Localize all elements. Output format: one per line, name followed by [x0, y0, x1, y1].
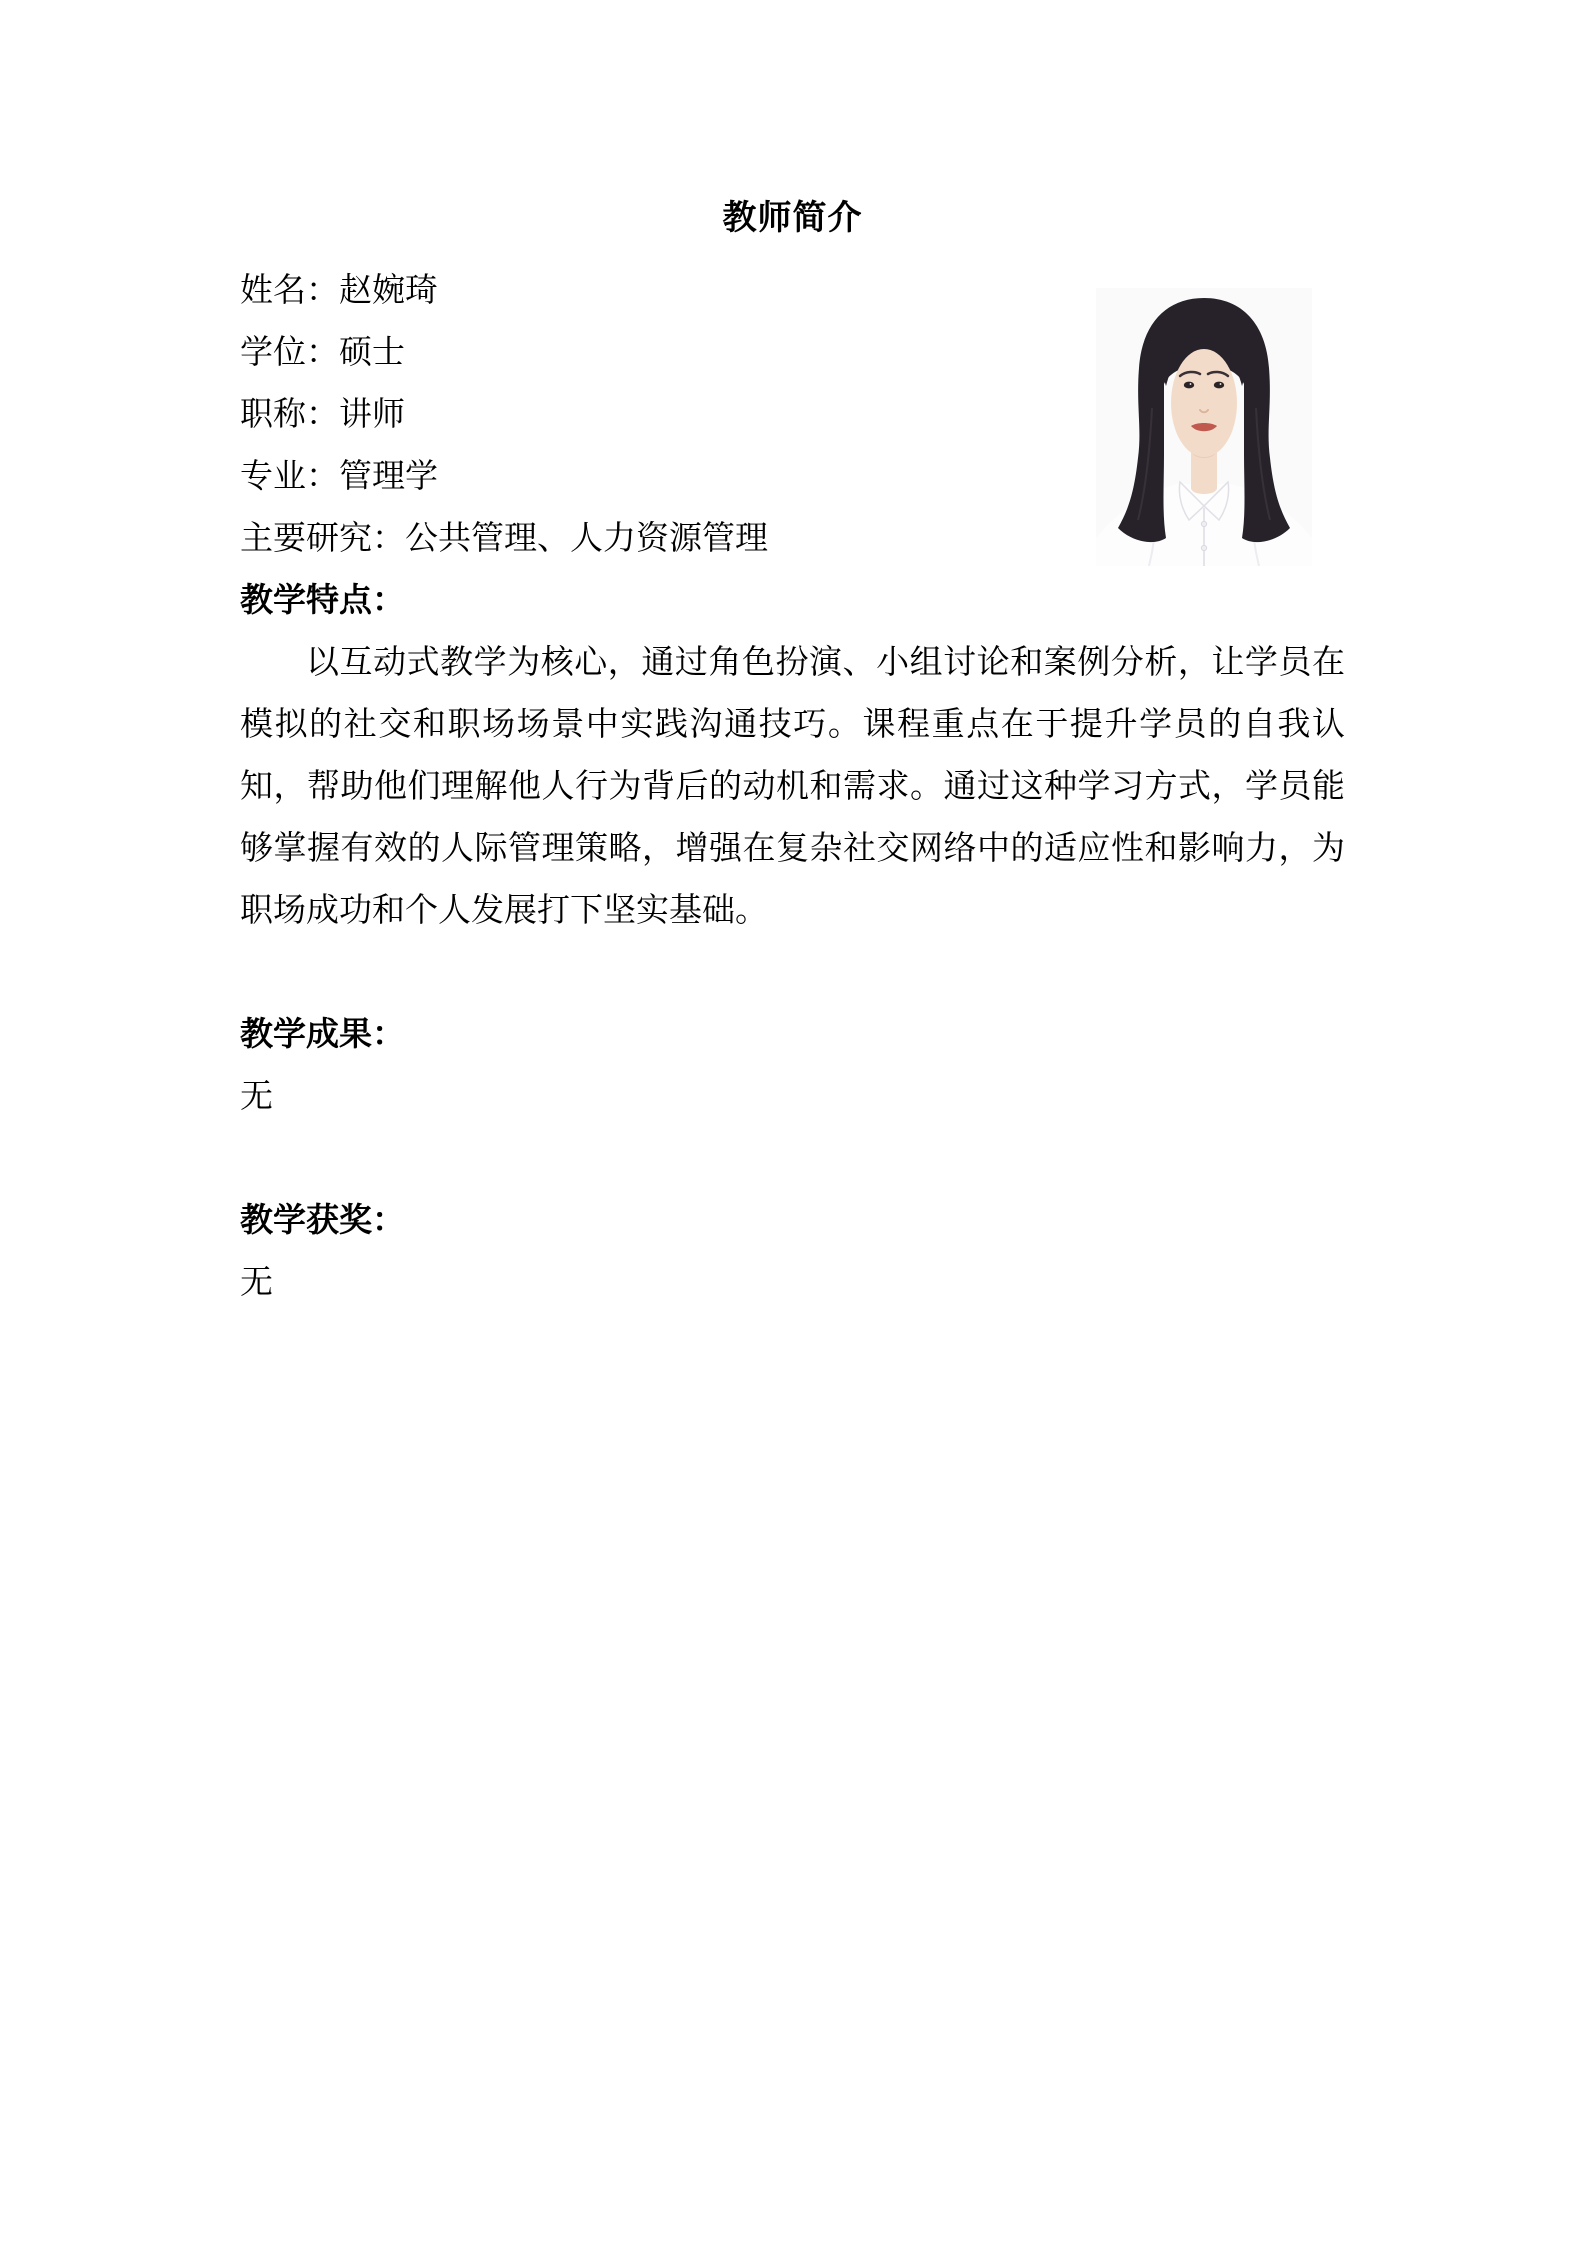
field-label: 学位： — [240, 335, 339, 371]
section-heading: 教学特点： — [240, 583, 405, 619]
eye-right — [1214, 382, 1224, 389]
field-label: 姓名： — [240, 273, 339, 309]
field-value: 公共管理、人力资源管理 — [405, 521, 768, 557]
eye-highlight-left — [1190, 383, 1192, 385]
field-value: 硕士 — [339, 335, 405, 371]
field-label: 职称： — [240, 397, 339, 433]
section-body: 无 — [240, 1265, 273, 1301]
field-value: 赵婉琦 — [339, 273, 438, 309]
field-value: 管理学 — [339, 459, 438, 495]
section-teaching-achievements — [240, 1004, 1345, 1128]
section-body: 以互动式教学为核心，通过角色扮演、小组讨论和案例分析，让学员在模拟的社交和职场场景中实践沟通技巧。课程重点在于提升学员的自我认知，帮助他们理解他人行为背后的动机和需求。通过这种学习方式，学员能够掌握有效的人际管理策略，增强在复杂社交网络中的适应性和影响力，为职场成功和个人发展打下坚实基础。 — [240, 645, 1345, 929]
eye-highlight-right — [1220, 383, 1222, 385]
field-label: 主要研究： — [240, 521, 405, 557]
field-value: 讲师 — [339, 397, 405, 433]
eye-left — [1184, 382, 1194, 389]
section-heading: 教学成果： — [240, 1017, 405, 1053]
section-body: 无 — [240, 1079, 273, 1115]
section-heading: 教学获奖： — [240, 1203, 405, 1239]
shirt-button — [1201, 521, 1206, 526]
section-teaching-awards — [240, 1190, 1345, 1314]
portrait-illustration — [1096, 288, 1312, 566]
shirt-button — [1201, 545, 1206, 550]
teacher-id-photo — [1096, 288, 1312, 566]
section-teaching-features — [240, 570, 1345, 942]
page-title: 教师简介 — [722, 200, 863, 237]
face-shape — [1171, 349, 1237, 457]
field-label: 专业： — [240, 459, 339, 495]
